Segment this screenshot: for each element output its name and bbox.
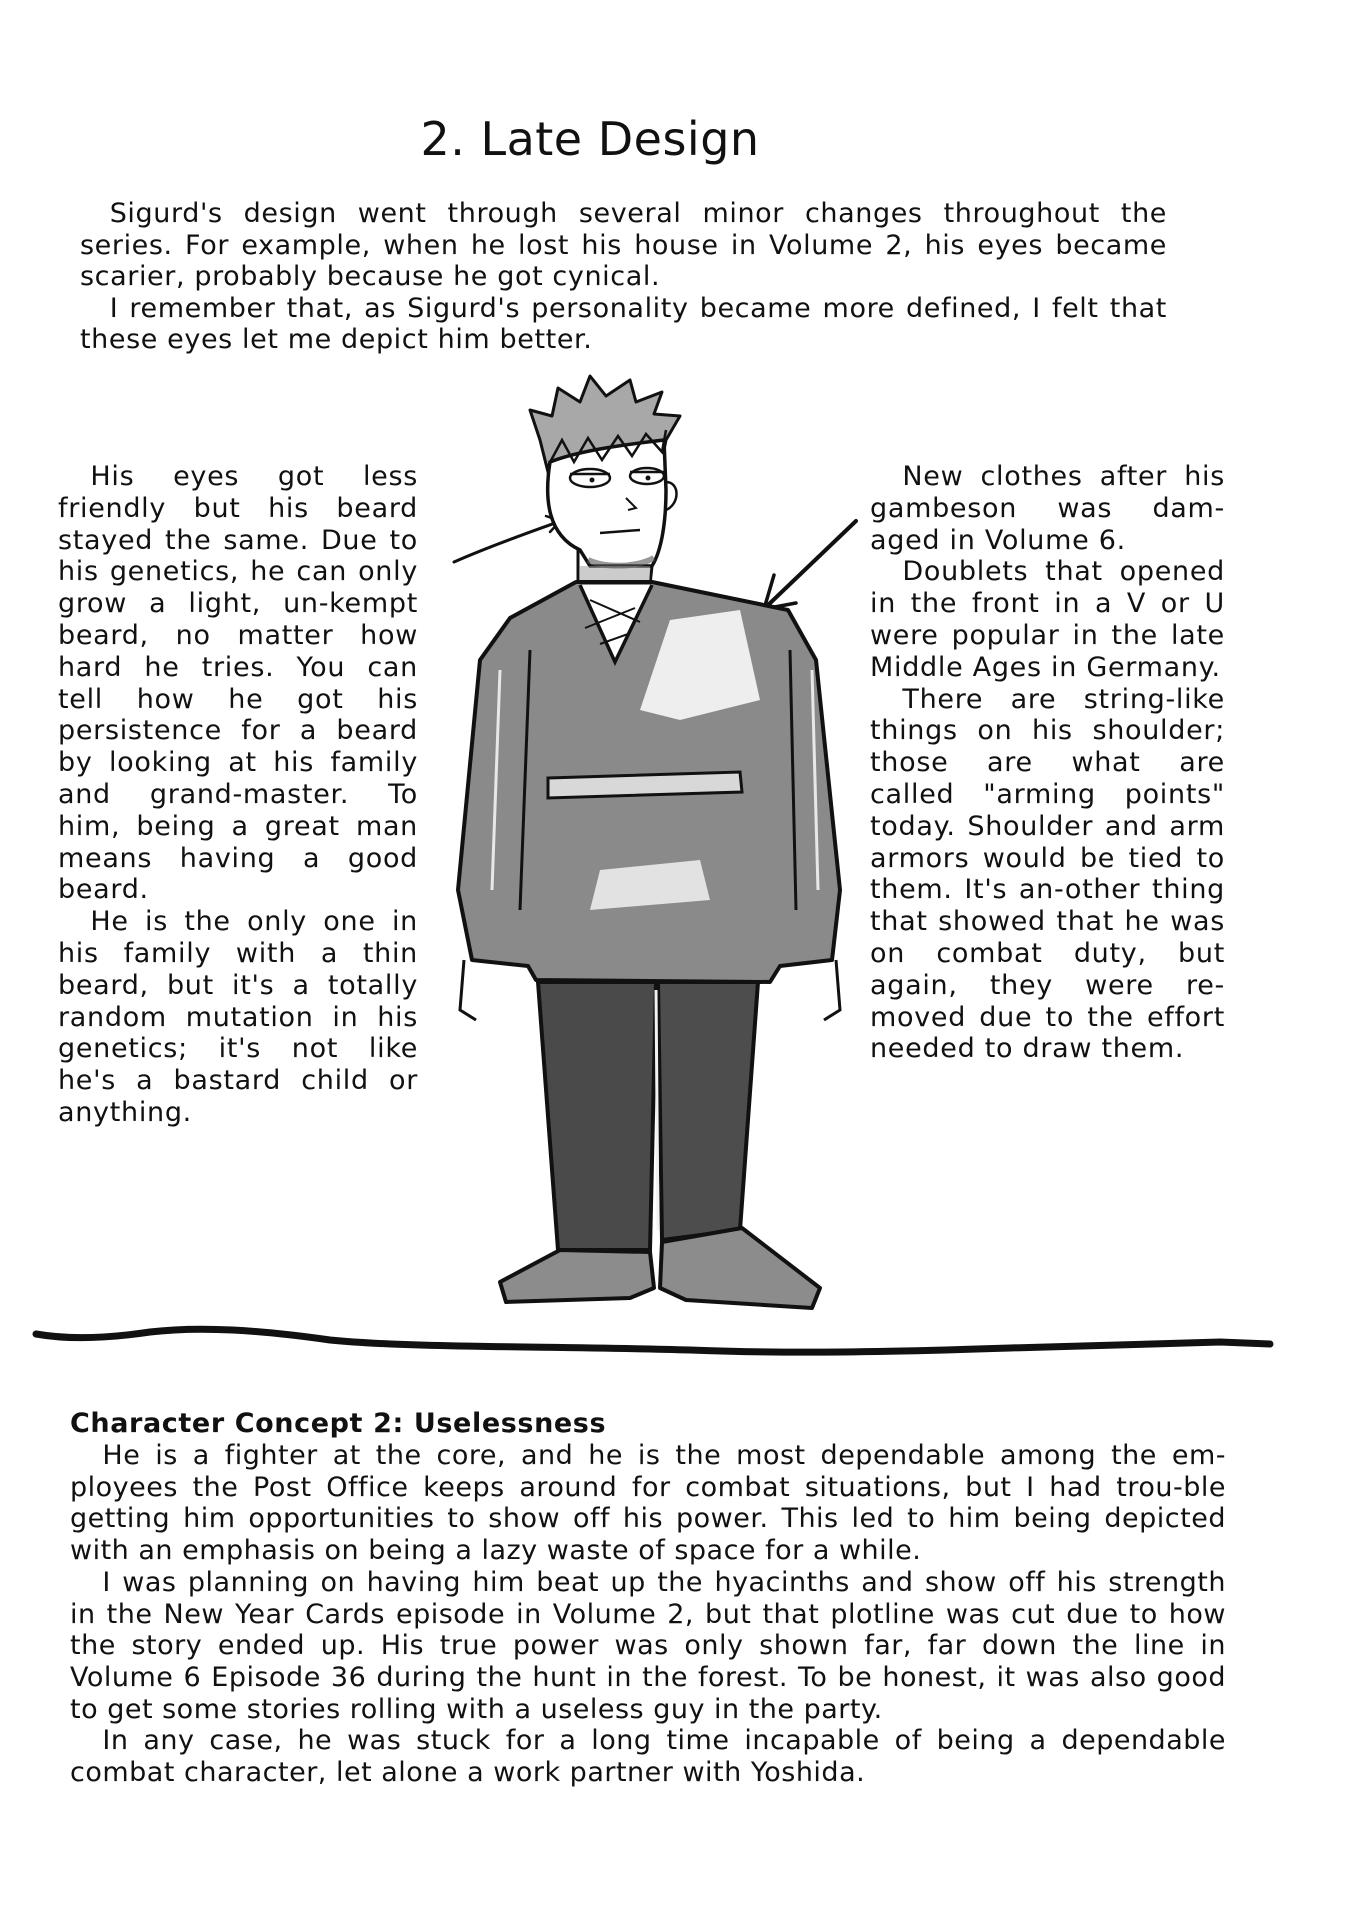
character-illustration [440, 370, 860, 1330]
concept-text [70, 1440, 1226, 1789]
section-heading: Character Concept 2: Uselessness [70, 1408, 607, 1439]
left-annotation [58, 461, 418, 1129]
concept-paragraph: I was planning on having him beat up the hyacinths and show off his strength in the New Year Cards episode in Volume 2, but that plotline was cut due to how the story ended up. His true power was only shown far, far down the line in Volume 6 Episode 36 during the hunt in the forest. To be honest, it was also good to get some stories rolling with a useless guy in the party. [70, 1566, 1226, 1725]
intro-text [80, 198, 1167, 356]
right-annotation-paragraph: Doublets that opened in the front in a V or U were popular in the late Middle Ages in Germany. [870, 556, 1225, 683]
right-annotation-paragraph: New clothes after his gambeson was dam-aged in Volume 6. [870, 461, 1225, 556]
page-title: 2. Late Design [420, 112, 760, 166]
section-divider [30, 1322, 1280, 1367]
left-boot [500, 1250, 654, 1302]
left-annotation-paragraph: His eyes got less friendly but his beard stayed the same. Due to his genetics, he can only grow a light, un-kempt beard, no matter how hard he tries. You can tell how he got his persistence for a beard by looking at his family and grand-master. To him, being a great man means having a good beard. [58, 461, 418, 906]
left-annotation-paragraph: He is the only one in his family with a thin beard, but it's a totally random mutation in his genetics; it's not like he's a bastard child or anything. [58, 906, 418, 1128]
intro-paragraph: Sigurd's design went through several minor changes throughout the series. For example, when he lost his house in Volume 2, his eyes became scarier, probably because he got cynical. [80, 198, 1167, 293]
trousers-shape [538, 982, 656, 1250]
concept-paragraph: He is a fighter at the core, and he is the most dependable among the em-ployees the Post Office keeps around for combat situations, but I had trou-ble getting him opportunities to show off his power. This led to him being depicted with an emphasis on being a lazy waste of space for a while. [70, 1440, 1226, 1567]
right-annotation [870, 461, 1225, 1065]
head-shape [548, 440, 666, 566]
right-annotation-paragraph: There are string-like things on his shoulder; those are what are called "arming points" today. Shoulder and arm armors would be tied to them. It's an-other thing that showed that he was on combat duty, but again, they were re-moved due to the effort needed to draw them. [870, 683, 1225, 1065]
concept-paragraph: In any case, he was stuck for a long time incapable of being a dependable combat character, let alone a work partner with Yoshida. [70, 1725, 1226, 1789]
intro-paragraph: I remember that, as Sigurd's personality became more defined, I felt that these eyes let me depict him better. [80, 292, 1167, 356]
right-boot [660, 1228, 820, 1308]
